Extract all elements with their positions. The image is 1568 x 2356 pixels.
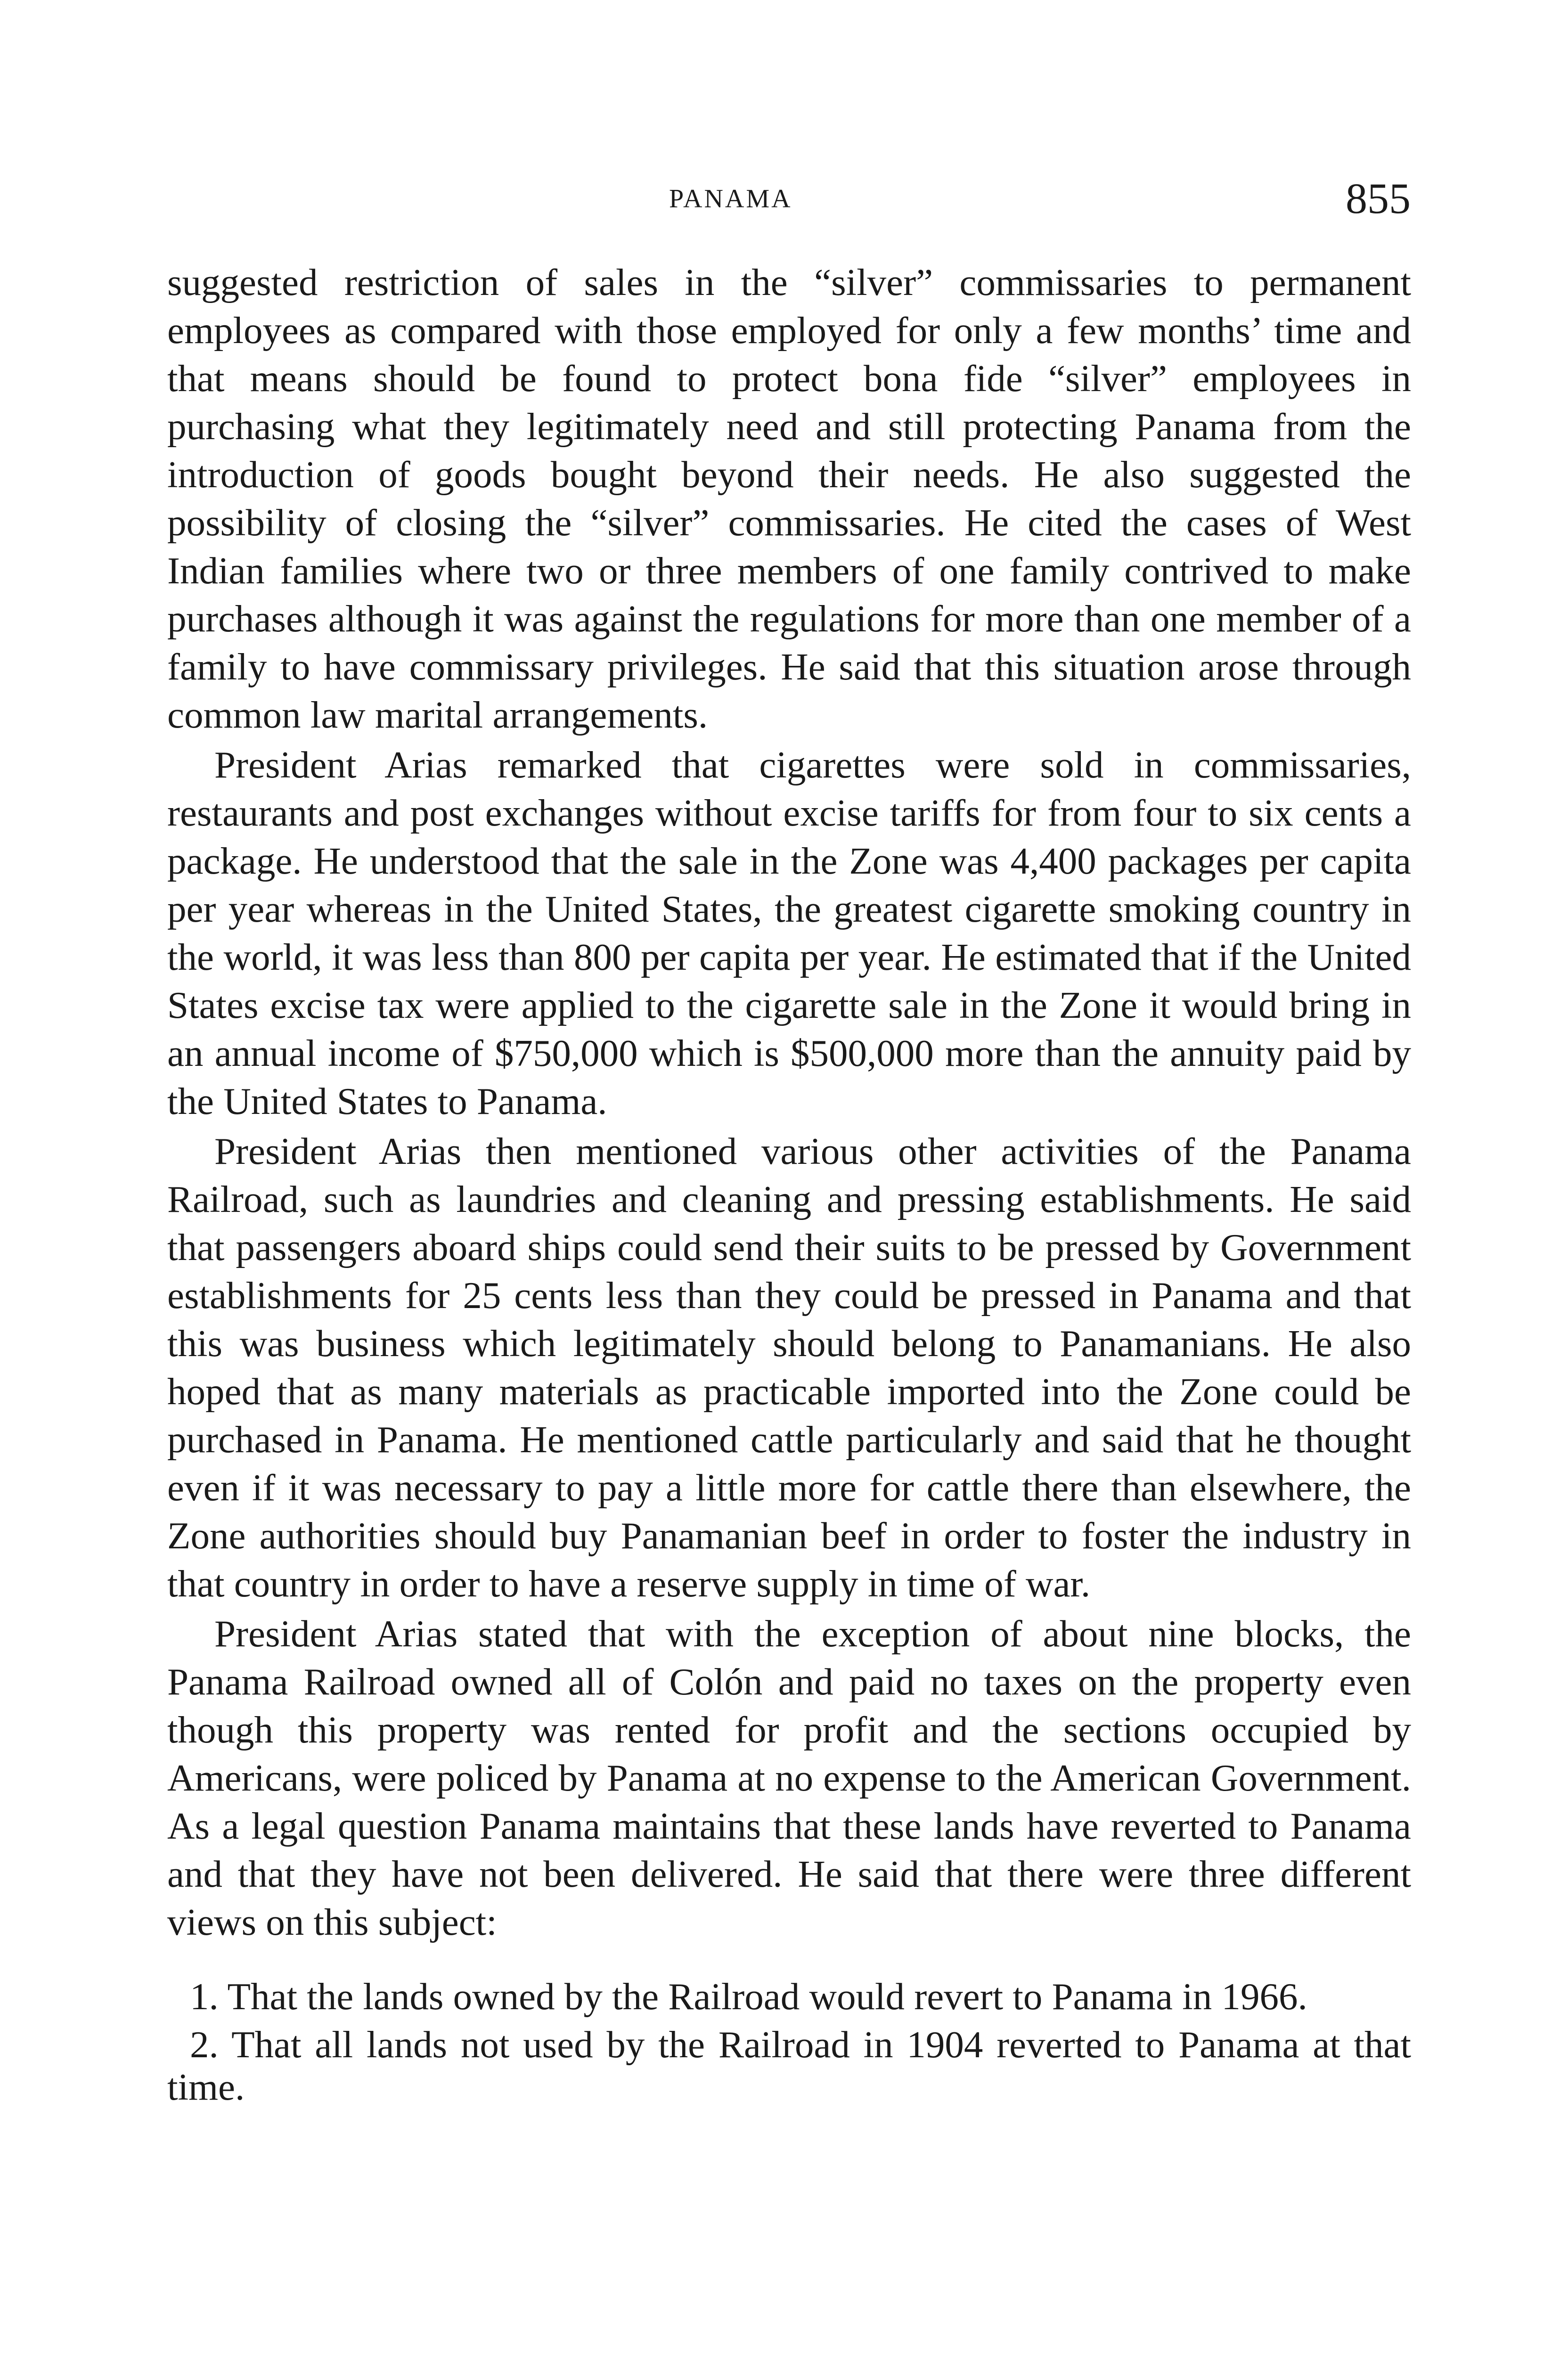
numbered-list: [167, 1975, 1411, 2108]
paragraph-railroad-activities: President Arias then mentioned various other activities of the Panama Railroad, such as laundries and cleaning and pressing establishments. He said that passengers aboard ships could send their suits to be pressed by Government establishments for 25 cents less than they could be pressed in Panama and that this was business which legitimately should belong to Panamanians. He also hoped that as many materials as practicable imported into the Zone could be purchased in Panama. He mentioned cattle particularly and said that he thought even if it was necessary to pay a little more for cattle there than elsewhere, the Zone authorities should buy Panamanian beef in order to foster the industry in that country in order to have a reserve supply in time of war.: [167, 1130, 1411, 1605]
body-text: [167, 258, 1411, 2114]
running-head: [0, 173, 1568, 225]
paragraph-cigarettes: President Arias remarked that cigarettes were sold in commissaries, restaurants and post exchanges without excise tariffs for from four to six cents a package. He understood that the sale in the Zone was 4,400 packages per capita per year whereas in the United States, the greatest cigarette smoking country in the world, it was less than 800 per capita per year. He estimated that if the United States excise tax were applied to the cigarette sale in the Zone it would bring in an annual income of $750,000 which is $500,000 more than the annuity paid by the United States to Panama.: [167, 744, 1411, 1122]
page-number: 855: [1346, 174, 1411, 222]
list-item: 2. That all lands not used by the Railroad in 1904 reverted to Panama at that time.: [167, 2023, 1411, 2108]
paragraph-colon-lands: President Arias stated that with the exception of about nine blocks, the Panama Railroad owned all of Colón and paid no taxes on the property even though this property was rented for profit and the sections occupied by Americans, were policed by Panama at no expense to the American Government. As a legal question Panama maintains that these lands have reverted to Panama and that they have not been delivered. He said that there were three different views on this subject:: [167, 1612, 1411, 1943]
paragraph-continued: suggested restriction of sales in the “silver” commissaries to permanent employees as compared with those employed for only a few months’ time and that means should be found to protect bona fide “silver” employees in purchasing what they legitimately need and still protecting Panama from the introduction of goods bought beyond their needs. He also suggested the possibility of closing the “silver” commissaries. He cited the cases of West Indian families where two or three members of one family contrived to make purchases although it was against the regulations for more than one member of a family to have commissary privileges. He said that this situation arose through common law marital arrangements.: [167, 261, 1411, 736]
running-title: PANAMA: [669, 184, 792, 213]
list-item: 1. That the lands owned by the Railroad would revert to Panama in 1966.: [190, 1975, 1307, 2018]
